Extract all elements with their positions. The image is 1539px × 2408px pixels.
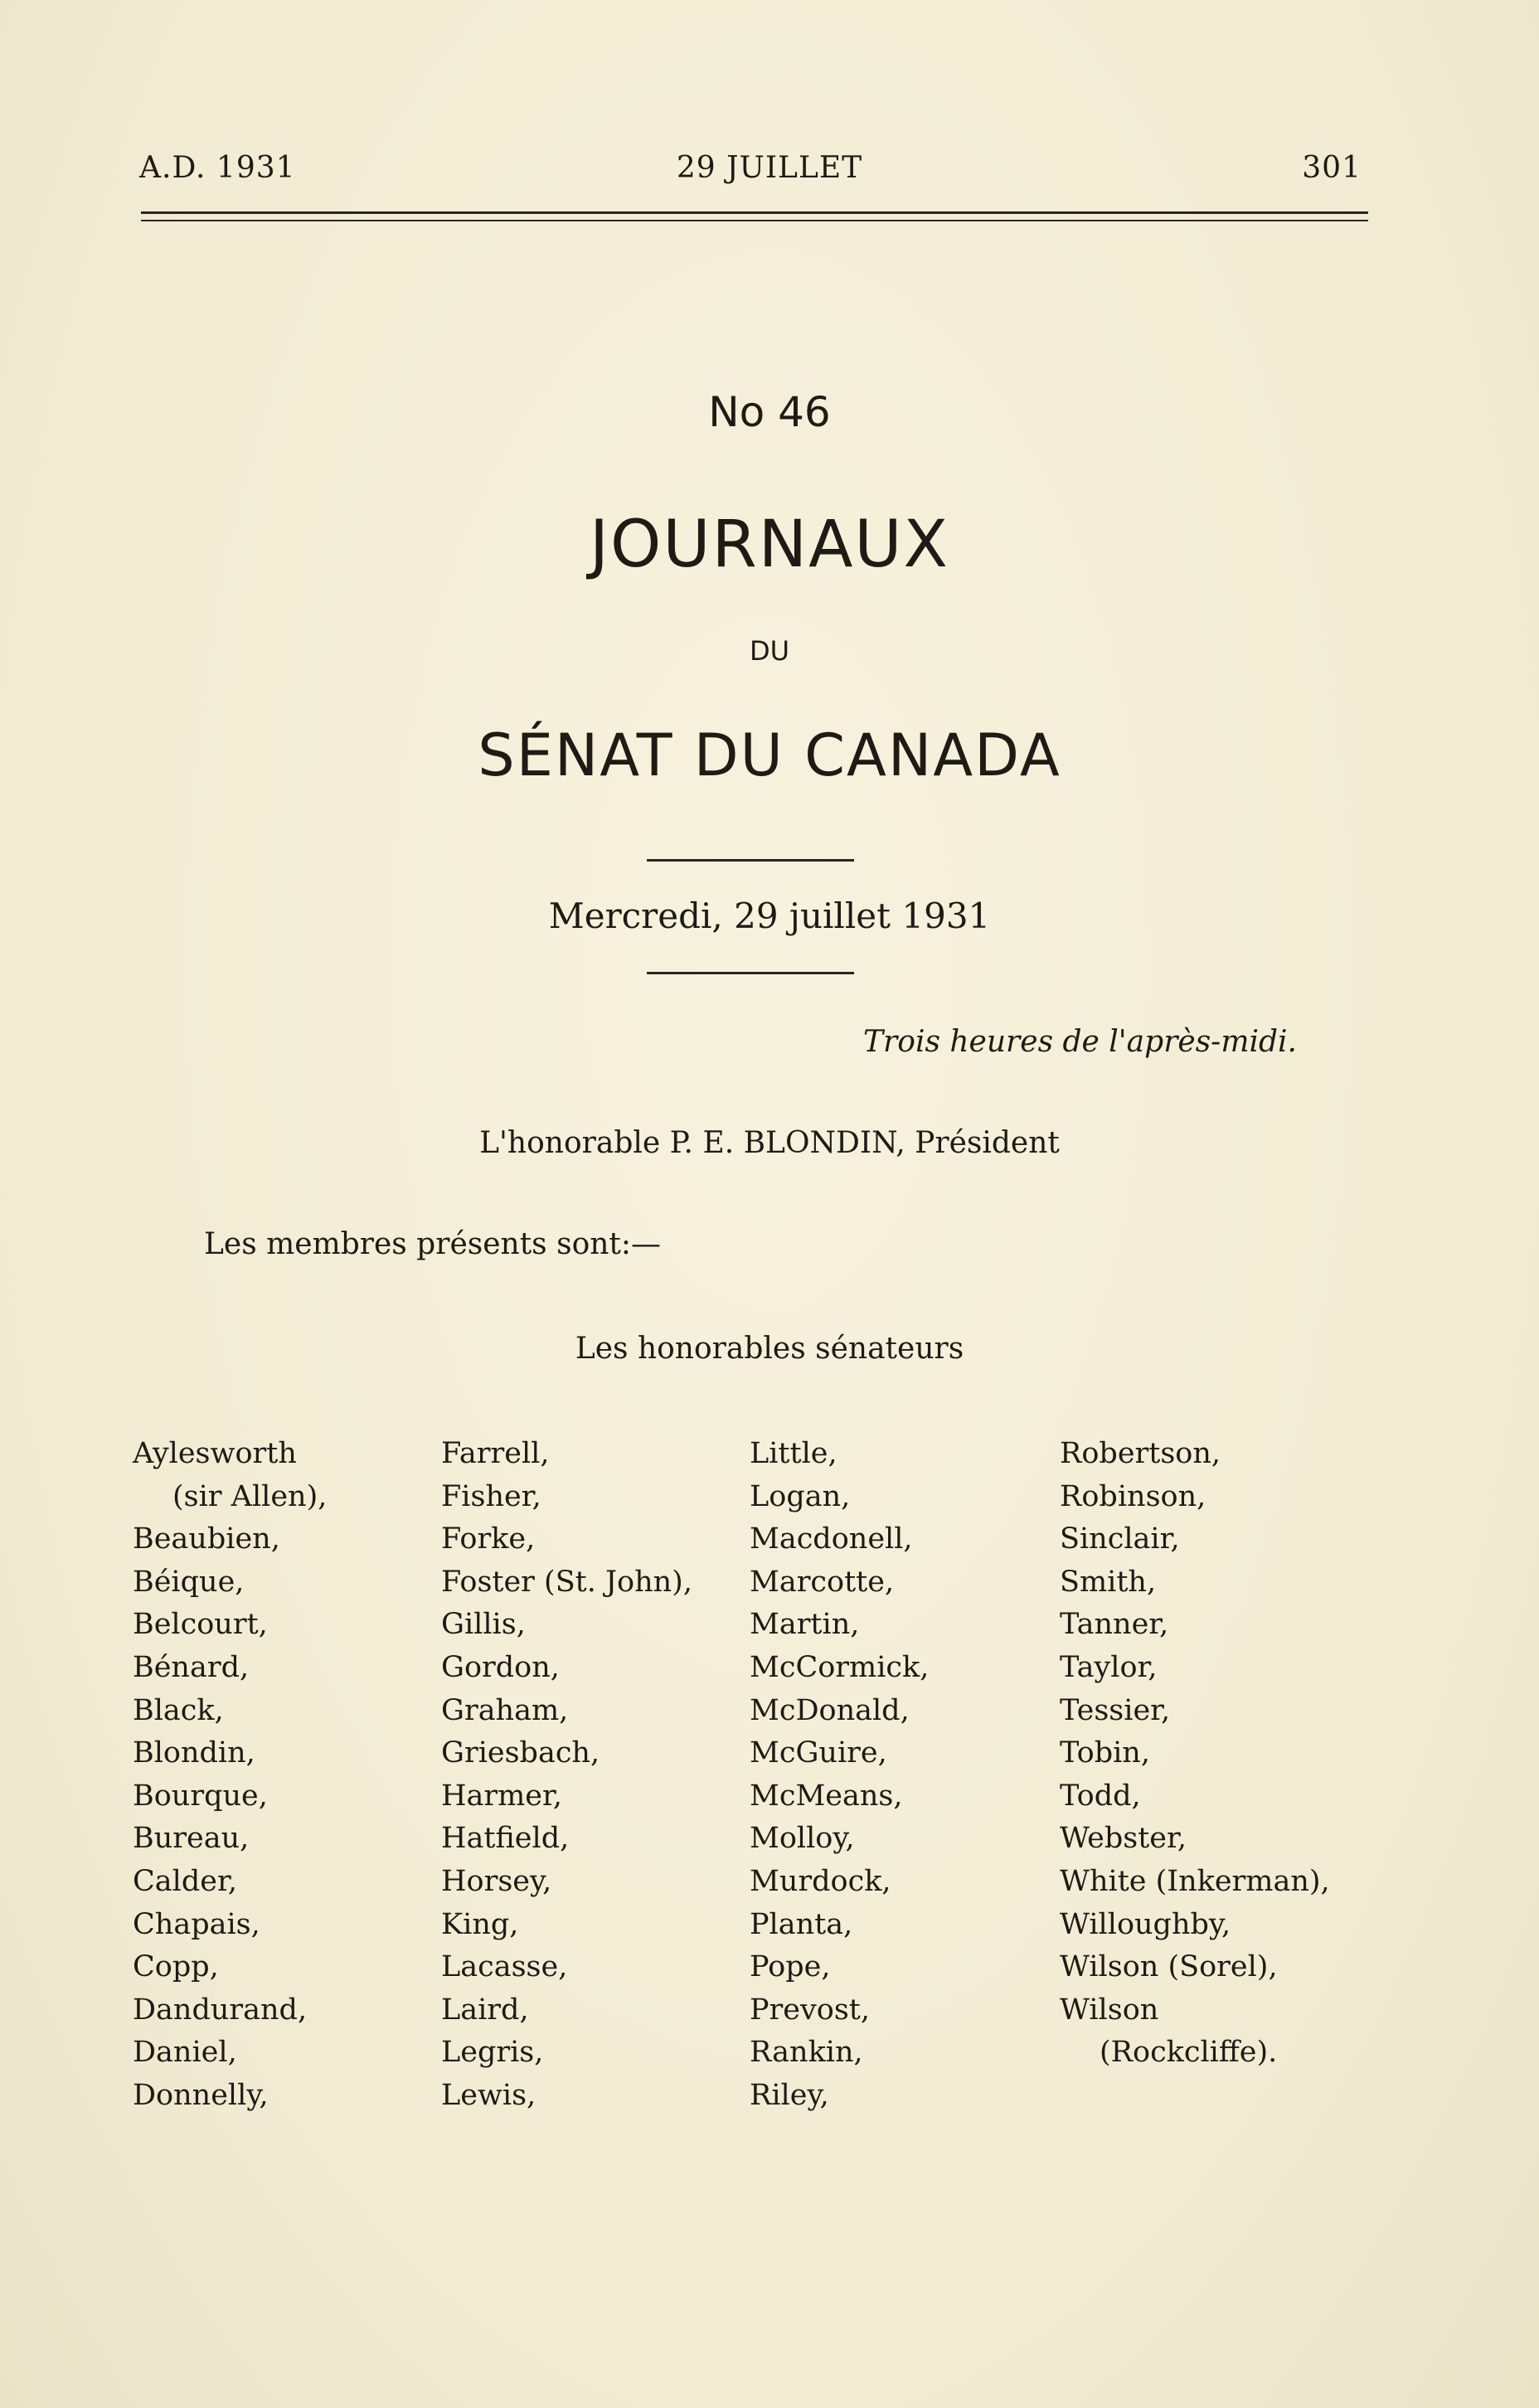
senator-name: Robinson, [1060,1479,1206,1513]
senator-name: Donnelly, [133,2078,269,2112]
senator-name: McCormick, [750,1650,930,1684]
senator-name: Beaubien, [133,1522,280,1556]
senator-name: Martin, [750,1608,860,1642]
senator-name: Belcourt, [133,1608,268,1642]
title-journaux: JOURNAUX [590,507,949,582]
senator-name: Hatfield, [441,1822,570,1856]
senator-name: Tanner, [1060,1608,1169,1642]
senator-name: Lewis, [441,2078,536,2112]
senators-column-2 [441,1433,692,2118]
members-intro: Les membres présents sont:— [204,1227,662,1261]
senator-name: (Rockcliffe). [1100,2036,1278,2070]
senator-name: Tobin, [1060,1736,1150,1770]
page-number: 301 [1302,151,1362,185]
running-head-year: A.D. 1931 [139,151,296,185]
senator-name: Aylesworth [133,1437,297,1470]
senator-name: Laird, [441,1993,529,2027]
senator-name: Forke, [441,1522,536,1556]
senator-name: Horsey, [441,1864,552,1898]
issue-number: No 46 [708,388,831,436]
senator-name: Robertson, [1060,1437,1221,1470]
senator-name: Planta, [750,1907,853,1941]
senator-name: Gordon, [441,1650,560,1684]
senator-name: White (Inkerman), [1060,1864,1330,1898]
senator-name: Sinclair, [1060,1522,1180,1556]
senator-name: Harmer, [441,1779,563,1813]
senator-name: Calder, [133,1864,237,1898]
senator-name: Riley, [750,2078,829,2112]
senator-name: Bénard, [133,1650,250,1684]
senator-name: Béique, [133,1565,245,1599]
senator-name: Marcotte, [750,1565,895,1599]
senator-name: Copp, [133,1950,219,1984]
senator-name: Gillis, [441,1608,526,1642]
header-rule [141,211,1368,214]
senator-name: Todd, [1060,1779,1141,1813]
divider-rule [647,972,854,974]
senator-name: Blondin, [133,1736,255,1770]
senators-heading: Les honorables sénateurs [575,1332,964,1366]
senator-name: Rankin, [750,2036,863,2070]
senators-column-4 [1060,1433,1330,2075]
sitting-time: Trois heures de l'après-midi. [863,1025,1297,1059]
senator-name: Graham, [441,1693,569,1727]
senator-name: Willoughby, [1060,1907,1231,1941]
senator-name: Bureau, [133,1822,250,1856]
senator-name: (sir Allen), [172,1479,328,1513]
senator-name: Little, [750,1437,837,1470]
senator-name: Pope, [750,1950,831,1984]
divider-rule [647,859,854,862]
senator-name: Black, [133,1693,224,1727]
title-senat: SÉNAT DU CANADA [478,721,1061,789]
senator-name: Prevost, [750,1993,870,2027]
senator-name: Fisher, [441,1479,541,1513]
senator-name: Griesbach, [441,1736,600,1770]
senator-name: Smith, [1060,1565,1157,1599]
senator-name: Lacasse, [441,1950,568,1984]
sitting-date: Mercredi, 29 juillet 1931 [548,896,991,936]
senator-name: Wilson [1060,1993,1159,2027]
senator-name: Foster (St. John), [441,1565,692,1599]
running-head-date: 29 JUILLET [676,151,863,185]
senator-name: McGuire, [750,1736,887,1770]
senator-name: Logan, [750,1479,851,1513]
senators-column-1 [133,1433,327,2118]
senator-name: Wilson (Sorel), [1060,1950,1278,1984]
senator-name: McMeans, [750,1779,903,1813]
senator-name: Dandurand, [133,1993,308,2027]
president-line: L'honorable P. E. BLONDIN, Président [479,1126,1060,1160]
senators-column-3 [750,1433,929,2118]
senator-name: Bourque, [133,1779,268,1813]
senator-name: Chapais, [133,1907,260,1941]
senator-name: Farrell, [441,1437,550,1470]
senator-name: McDonald, [750,1693,910,1727]
senator-name: Murdock, [750,1864,891,1898]
senator-name: Daniel, [133,2036,237,2070]
senator-name: Taylor, [1060,1650,1158,1684]
senator-name: Macdonell, [750,1522,913,1556]
senator-name: Legris, [441,2036,544,2070]
senator-name: Tessier, [1060,1693,1171,1727]
title-du: DU [749,635,790,667]
senator-name: Molloy, [750,1822,855,1856]
senator-name: King, [441,1907,519,1941]
senator-name: Webster, [1060,1822,1187,1856]
header-rule-secondary [141,220,1368,221]
